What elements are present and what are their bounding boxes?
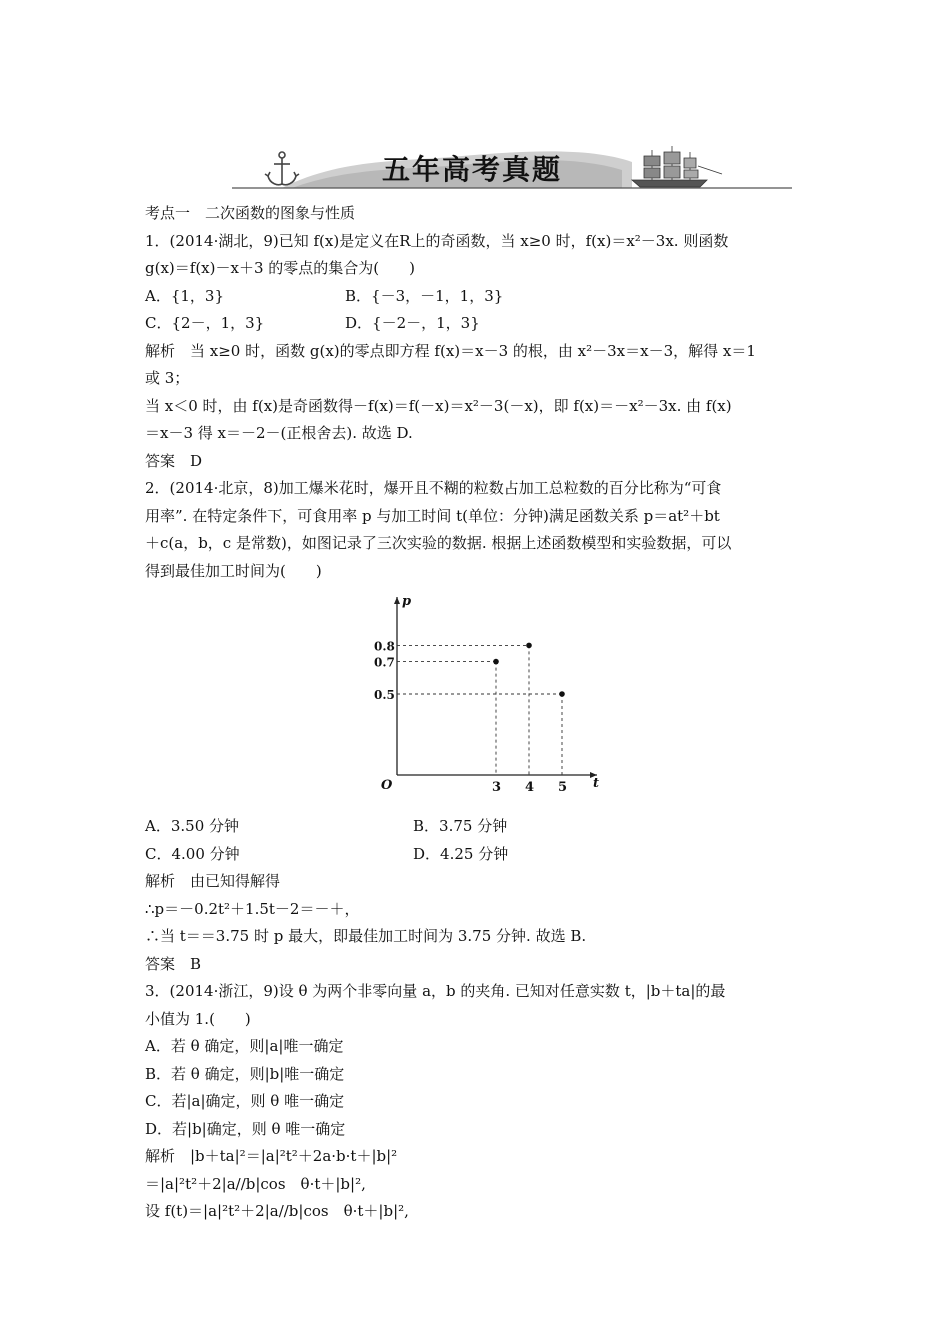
q3-option-a: A．若 θ 确定，则|a|唯一确定 (145, 1037, 344, 1055)
q1-option-b: B．{－3，－1，1，3} (345, 286, 504, 305)
q3-solution-line: 设 f(t)＝|a|²t²＋2|a//b|cos θ·t＋|b|², (145, 1202, 409, 1220)
q1-stem-line: 1．(2014·湖北，9)已知 f(x)是定义在R上的奇函数，当 x≥0 时，f(x)＝x²－3x. 则函数 (145, 231, 729, 250)
q1-answer: 答案 D (145, 451, 203, 470)
q2-solution-line: ∴p＝－0.2t²＋1.5t－2＝－＋， (145, 899, 360, 918)
q1-option-d: D．{－2－，1，3} (345, 314, 480, 332)
q2-option-b: B．3.75 分钟 (413, 817, 508, 835)
q1-solution-line: ＝x－3 得 x＝－2－(正根舍去). 故选 D. (145, 424, 413, 442)
q2-options-row (145, 841, 810, 869)
q1-options-row (145, 310, 810, 338)
y-axis-label: p (402, 594, 412, 609)
q2-figure (145, 589, 810, 811)
question-2 (145, 475, 810, 978)
data-point (526, 643, 532, 649)
q1-option-a: A．{1，3} (145, 286, 225, 305)
q3-option-b: B．若 θ 确定，则|b|唯一确定 (145, 1064, 345, 1083)
q1-options-row (145, 283, 810, 311)
origin-label: O (381, 778, 393, 793)
q2-option-c: C．4.00 分钟 (145, 844, 240, 863)
q2-solution-line: ∴当 t＝＝3.75 时 p 最大，即最佳加工时间为 3.75 分钟. 故选 B. (145, 927, 587, 945)
q2-answer: 答案 B (145, 954, 202, 973)
q3-stem-line: 小值为 1.( ) (145, 1009, 251, 1028)
scatter-chart (357, 589, 607, 811)
q2-solution-line: 解析 由已知得解得 (145, 872, 281, 890)
q2-stem-line: 得到最佳加工时间为( ) (145, 561, 322, 580)
q2-option-d: D．4.25 分钟 (413, 844, 509, 863)
y-tick-label: 0.7 (374, 655, 395, 670)
question-1 (145, 228, 810, 476)
y-tick-label: 0.5 (374, 688, 395, 702)
page-title: 五年高考真题 (382, 153, 563, 186)
q1-solution-line: 或 3； (145, 369, 190, 387)
q3-option-c: C．若|a|确定，则 θ 唯一确定 (145, 1092, 345, 1110)
data-point (559, 691, 565, 697)
document-body (145, 200, 810, 1226)
section-title: 考点一 二次函数的图象与性质 (145, 204, 356, 222)
anchor-icon (265, 152, 299, 185)
q3-solution-line: ＝|a|²t²＋2|a//b|cos θ·t＋|b|², (145, 1174, 366, 1193)
y-tick-label: 0.8 (374, 639, 395, 654)
y-axis-arrow (394, 597, 400, 604)
q1-stem-line: g(x)＝f(x)－x＋3 的零点的集合为( ) (145, 259, 415, 277)
q2-stem-line: 2．(2014·北京，8)加工爆米花时，爆开且不糊的粒数占加工总粒数的百分比称为“可食 (145, 479, 722, 497)
q2-options-row (145, 813, 810, 841)
q1-solution-line: 当 x＜0 时，由 f(x)是奇函数得－f(x)＝f(－x)＝x²－3(－x)，即 f(x)＝－x²－3x. 由 f(x) (145, 396, 732, 415)
q3-stem-line: 3．(2014·浙江，9)设 θ 为两个非零向量 a，b 的夹角. 已知对任意实数 t，|b＋ta|的最 (145, 982, 726, 1000)
q3-solution-line: 解析 |b＋ta|²＝|a|²t²＋2a·b·t＋|b|² (145, 1147, 398, 1165)
q2-stem-line: ＋c(a，b，c 是常数)，如图记录了三次实验的数据. 根据上述函数模型和实验数据，可以 (145, 534, 732, 552)
ship-icon (632, 146, 722, 187)
x-tick-label: 4 (525, 780, 535, 795)
q2-option-a: A．3.50 分钟 (145, 817, 239, 835)
x-tick-label: 5 (558, 780, 568, 795)
q3-option-d: D．若|b|确定，则 θ 唯一确定 (145, 1119, 346, 1138)
q1-option-c: C．{2－，1，3} (145, 314, 265, 332)
question-3 (145, 978, 810, 1226)
x-tick-label: 3 (492, 780, 502, 795)
x-axis-label: t (593, 776, 600, 791)
data-point (493, 659, 499, 665)
q1-solution-line: 解析 当 x≥0 时，函数 g(x)的零点即方程 f(x)＝x－3 的根，由 x²－3x＝x－3，解得 x＝1 (145, 341, 756, 360)
q2-stem-line: 用率”. 在特定条件下，可食用率 p 与加工时间 t(单位：分钟)满足函数关系 p＝at²＋bt (145, 506, 720, 525)
